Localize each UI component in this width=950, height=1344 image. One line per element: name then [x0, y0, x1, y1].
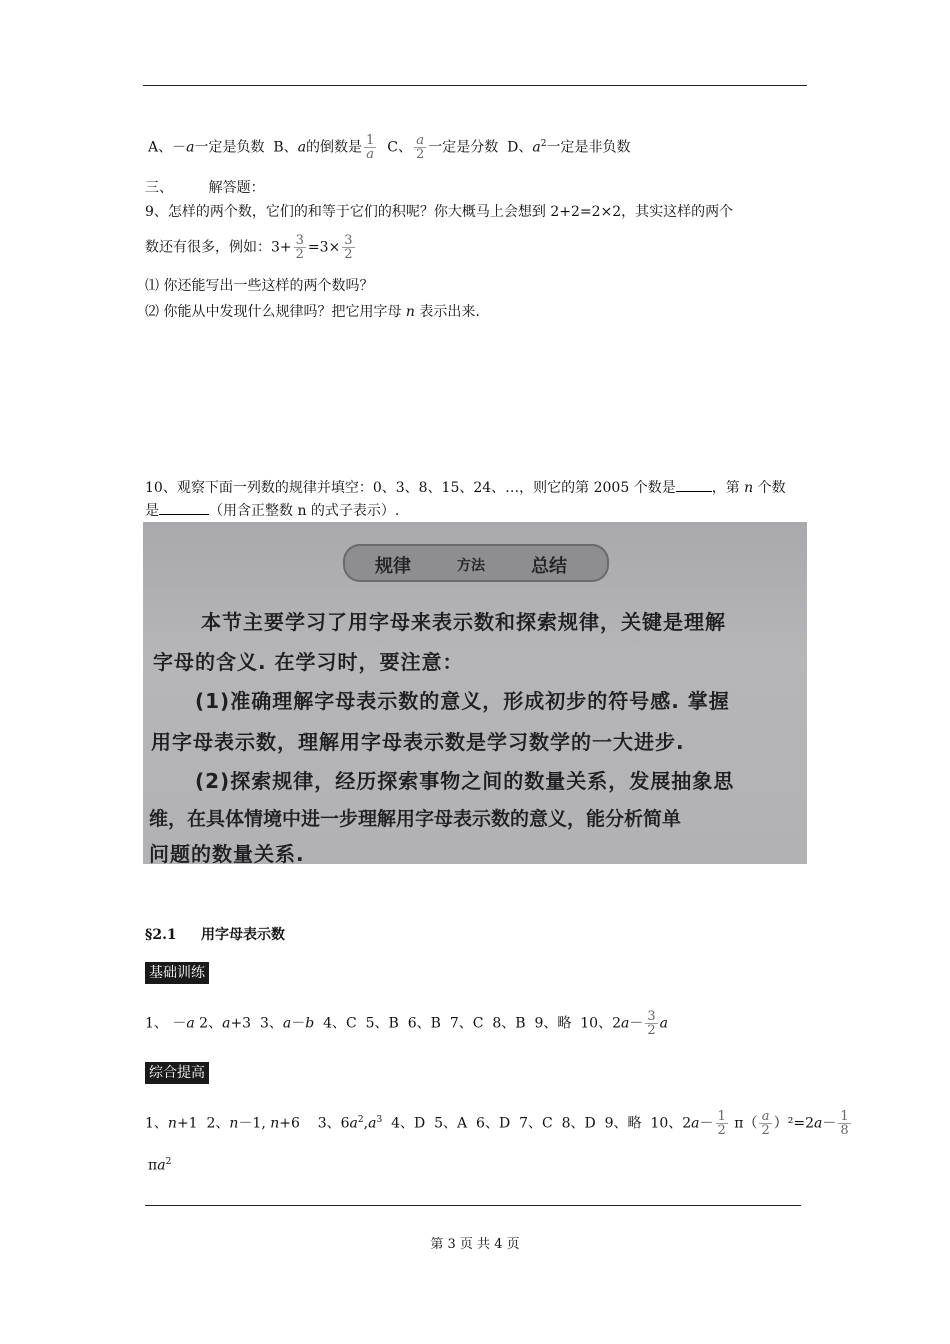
summary-text-4: 用字母表示数，理解用字母表示数是学习数学的一大进步.: [151, 730, 685, 754]
footer-rule: [145, 1205, 801, 1206]
summary-text-7: 问题的数量关系.: [149, 842, 305, 864]
q9-sub-2: ⑵ 你能从中发现什么规律吗？把它用字母 n 表示出来.: [145, 304, 480, 320]
fraction-a-over-2-b: $\frac{a}{2}$: [761, 1109, 770, 1139]
summary-banner: 规律 方法 总结: [343, 544, 609, 582]
fraction-1-over-8: $\frac{1}{8}$: [840, 1109, 849, 1139]
answers-row-1: 1、 －a 2、a+3 3、a－b 4、C 5、B 6、B 7、C 8、B 9、略 10、2a－ $\frac{3}{2}$ a: [145, 1009, 668, 1038]
q9-line-2: 数还有很多，例如：3+ $\frac{3}{2}$ =3× $\frac{3}{2}$: [145, 233, 353, 262]
q9-sub-1: ⑴ 你还能写出一些这样的两个数吗？: [145, 278, 374, 294]
summary-text-1: 本节主要学习了用字母来表示数和探索规律，关键是理解: [201, 610, 726, 634]
options-line: A、－a一定是负数 B、a的倒数是 $\frac{1}{a}$ C、 $\frac{a}{2}$ 一定是分数 D、$a^2$一定是非负数: [148, 133, 631, 163]
tag-comprehensive: 综合提高: [145, 1062, 209, 1084]
q9-line-1: 9、怎样的两个数，它们的和等于它们的积呢？你大概马上会想到 2+2=2×2，其实这样的两个: [145, 204, 734, 220]
fraction-3-over-2: $\frac{3}{2}$: [295, 233, 304, 262]
summary-text-2: 字母的含义. 在学习时，要注意：: [153, 650, 464, 674]
summary-text-5: (2)探索规律，经历探索事物之间的数量关系，发展抽象思: [195, 769, 735, 793]
tag-basic-training: 基础训练: [145, 962, 209, 984]
q10-line-1: 10、观察下面一列数的规律并填空：0、3、8、15、24、…，则它的第 2005 个数是 ，第 n 个数: [145, 477, 786, 498]
summary-text-3: (1)准确理解字母表示数的意义，形成初步的符号感. 掌握: [195, 689, 730, 713]
section-title: §2.1 用字母表示数: [145, 927, 286, 943]
fraction-3-over-2-c: $\frac{3}{2}$: [647, 1009, 656, 1038]
textbook-summary-photo: [143, 522, 807, 864]
fraction-1-over-a: $\frac{1}{a}$: [366, 133, 375, 163]
fraction-1-over-2: $\frac{1}{2}$: [717, 1109, 726, 1139]
q10-line-2: 是 （用含正整数 n 的式子表示）.: [145, 500, 399, 521]
fraction-a-over-2: $\frac{a}{2}$: [415, 133, 425, 163]
page-number: 第 3 页 共 4 页: [430, 1237, 520, 1252]
answer-blank-1[interactable]: [676, 477, 712, 492]
answer-blank-2[interactable]: [159, 500, 209, 515]
section-3-heading: 三、 解答题：: [145, 180, 265, 196]
answers-row-3: $\pi a^2$: [148, 1157, 172, 1174]
header-rule: [143, 85, 807, 86]
summary-text-6: 维，在具体情境中进一步理解用字母表示数的意义，能分析简单: [149, 808, 682, 830]
answers-row-2: 1、n+1 2、n－1, n+6 3、$6a^2,a^3$ 4、D 5、A 6、D 7、C 8、D 9、略 10、2a－ $\frac{1}{2}$ π（ $\frac{a}{2}$ ）²=2a－ $\frac{1}{8}$: [145, 1109, 849, 1139]
fraction-3-over-2-b: $\frac{3}{2}$: [344, 233, 353, 262]
